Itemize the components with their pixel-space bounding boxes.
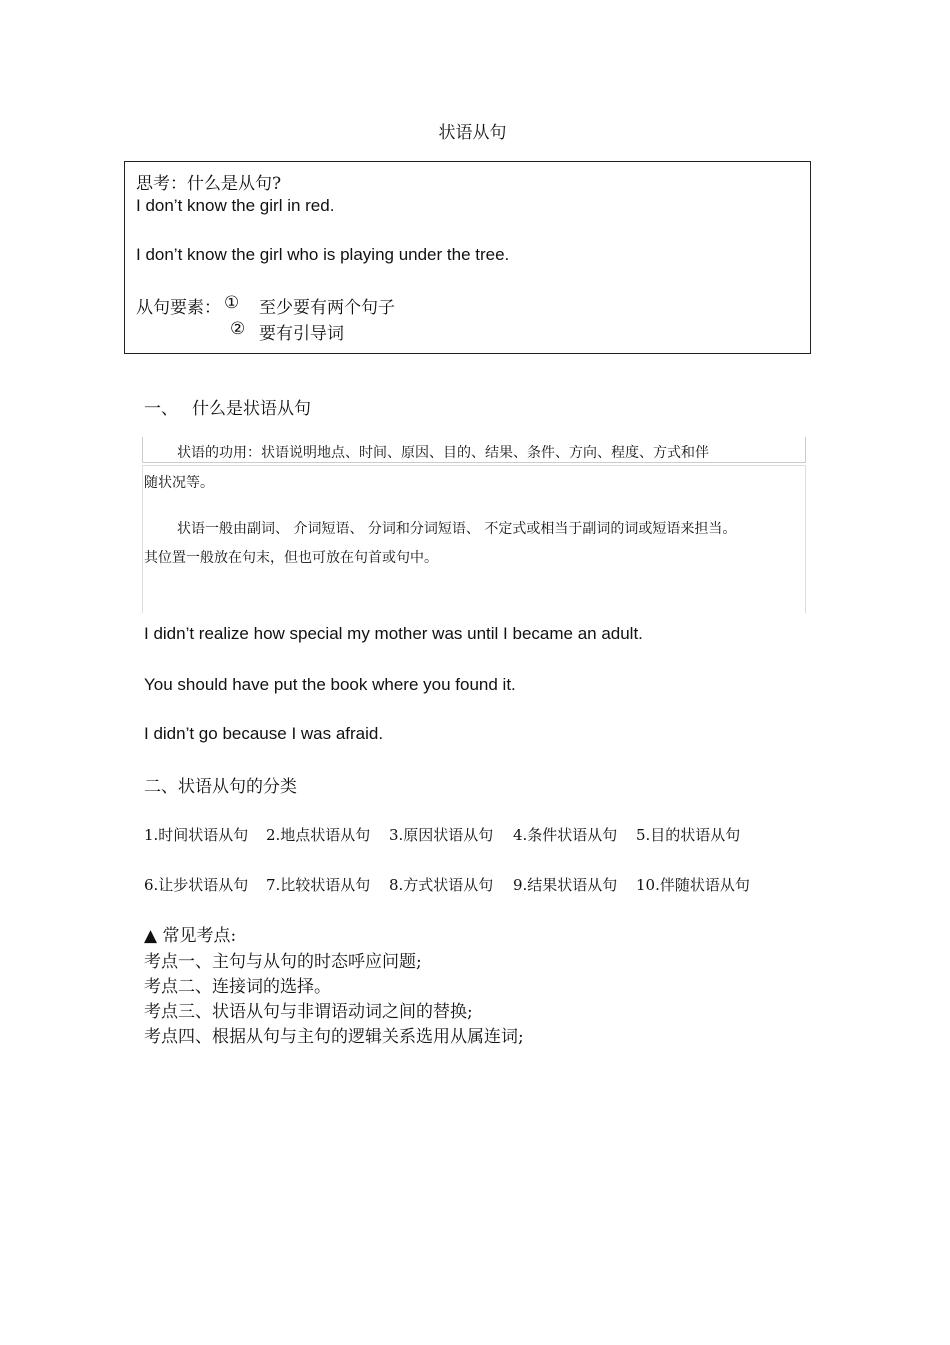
example-sentence-2: I don’t know the girl who is playing under the tree.	[136, 245, 510, 264]
key-point: 考点四、根据从句与主句的逻辑关系选用从属连词;	[144, 1027, 524, 1047]
type-item: 2.地点状语从句	[266, 826, 371, 844]
type-item: 8.方式状语从句	[389, 876, 494, 894]
type-item: 4.条件状语从句	[513, 826, 618, 844]
key-point: 考点二、连接词的选择。	[144, 977, 331, 997]
type-item: 9.结果状语从句	[513, 876, 618, 894]
section-2-heading: 二、状语从句的分类	[144, 777, 297, 797]
function-line-2: 随状况等。	[144, 475, 214, 491]
key-point: 考点一、主句与从句的时态呼应问题;	[144, 952, 422, 972]
function-box	[142, 465, 806, 613]
element-2-number: ②	[230, 319, 246, 339]
section-1-number: 一、	[144, 399, 178, 419]
type-item: 5.目的状语从句	[636, 826, 741, 844]
section-1-heading: 什么是状语从句	[192, 399, 311, 419]
page-title: 状语从句	[438, 123, 507, 143]
key-points-heading: ▲ 常见考点:	[144, 926, 237, 946]
example-3: I didn’t go because I was afraid.	[144, 724, 384, 743]
type-item: 6.让步状语从句	[144, 876, 249, 894]
element-1-number: ①	[224, 293, 240, 313]
element-2: 要有引导词	[259, 324, 344, 344]
think-question: 思考：什么是从句?	[136, 174, 282, 194]
example-1: I didn’t realize how special my mother was until I became an adult.	[144, 624, 643, 643]
function-line-1: 状语的功用：状语说明地点、时间、原因、目的、结果、条件、方向、程度、方式和伴	[177, 445, 709, 461]
elements-label: 从句要素：	[136, 298, 221, 318]
key-point: 考点三、状语从句与非谓语动词之间的替换;	[144, 1002, 473, 1022]
type-item: 3.原因状语从句	[389, 826, 494, 844]
type-item: 1.时间状语从句	[144, 826, 249, 844]
element-1: 至少要有两个句子	[259, 298, 395, 318]
example-sentence-1: I don’t know the girl in red.	[136, 196, 335, 215]
type-item: 7.比较状语从句	[266, 876, 371, 894]
type-item: 10.伴随状语从句	[636, 876, 750, 894]
form-line-2: 其位置一般放在句末，但也可放在句首或句中。	[144, 550, 438, 566]
form-line-1: 状语一般由副词、 介词短语、 分词和分词短语、 不定式或相当于副词的词或短语来担当。	[177, 521, 737, 537]
example-2: You should have put the book where you found it.	[144, 675, 516, 694]
